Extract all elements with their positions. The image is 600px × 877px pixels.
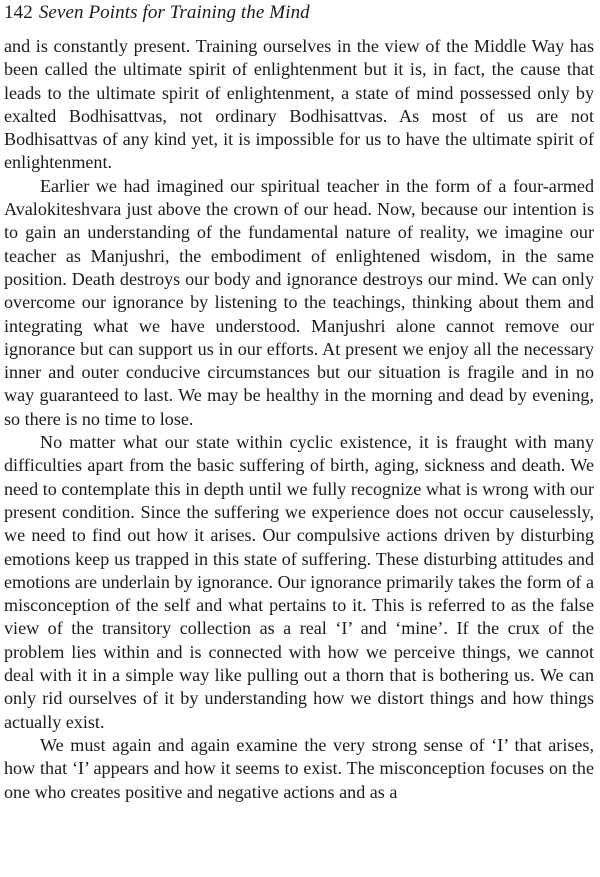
body-text bbox=[4, 35, 594, 804]
running-head bbox=[4, 0, 594, 26]
book-title: Seven Points for Training the Mind bbox=[38, 2, 310, 23]
paragraph-continued: and is constantly present. Training ourselves in the view of the Middle Way has been called the ultimate spirit of enlightenment but it is, in fact, the cause that leads to the ultimate spirit of enlightenment, a state of mind possessed only by exalted Bodhisattvas, not ordinary Bodhisattvas. As most of us are not Bodhisattvas of any kind yet, it is impossible for us to have the ultimate spirit of enlightenment. bbox=[4, 36, 594, 173]
paragraph: No matter what our state within cyclic existence, it is fraught with many difficulties apart from the basic suffering of birth, aging, sickness and death. We need to contemplate this in depth until we fully recognize what is wrong with our present condition. Since the suffering we experience does not occur causelessly, we need to find out how it arises. Our compulsive actions driven by disturbing emotions keep us trapped in this state of suffering. These disturbing attitudes and emotions are underlain by ignorance. Our ignorance primarily takes the form of a misconception of the self and what pertains to it. This is referred to as the false view of the transitory collection as a real ‘I’ and ‘mine’. If the crux of the problem lies within and is connected with how we perceive things, we cannot deal with it in a simple way like pulling out a thorn that is bothering us. We can only rid ourselves of it by understanding how we distort things and how things actually exist. bbox=[4, 432, 594, 732]
paragraph: We must again and again examine the very strong sense of ‘I’ that arises, how that ‘I’ appears and how it seems to exist. The misconception focuses on the one who creates positive and negative actions and as a bbox=[4, 734, 594, 802]
paragraph: Earlier we had imagined our spiritual teacher in the form of a four-armed Avalokiteshvara just above the crown of our head. Now, because our intention is to gain an understanding of the fundamental nature of reality, we imagine our teacher as Manjushri, the embodiment of enlightened wisdom, in the same position. Death destroys our body and ignorance destroys our mind. We can only overcome our ignorance by listening to the teachings, thinking about them and integrating what we have understood. Manjushri alone cannot remove our ignorance but can support us in our efforts. At present we enjoy all the necessary inner and outer conducive circumstances but our situation is fragile and in no way guaranteed to last. We may be healthy in the morning and dead by evening, so there is no time to lose. bbox=[4, 175, 594, 429]
page-number: 142 bbox=[4, 2, 33, 23]
